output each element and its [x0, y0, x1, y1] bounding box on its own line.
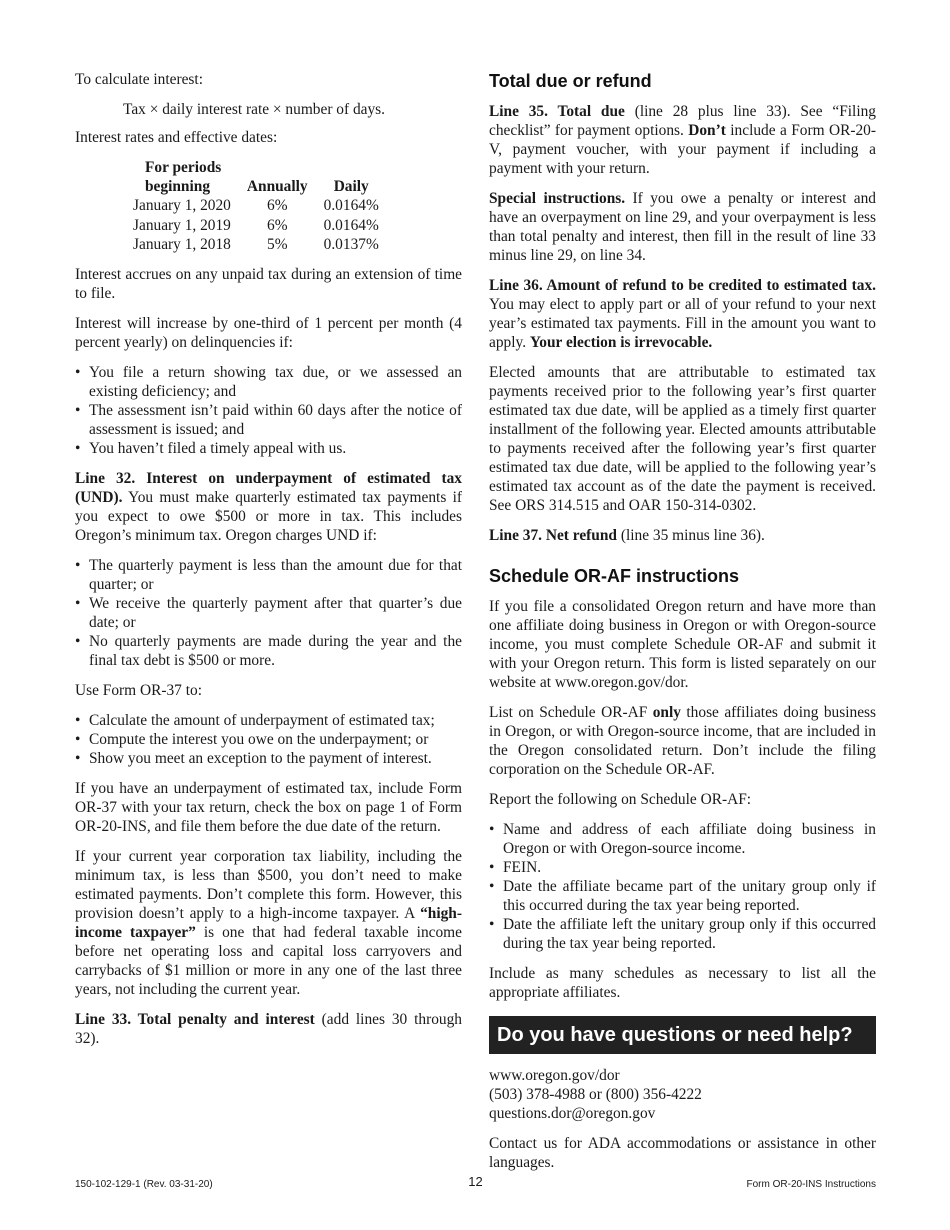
page-footer — [75, 1174, 876, 1190]
line-33-paragraph: Line 33. Total penalty and interest (add lines 30 through 32). — [75, 1010, 463, 1047]
list-item: • Name and address of each affiliate doing business in Oregon or with Oregon-source income. — [489, 820, 876, 858]
line-35-paragraph: Line 35. Total due (line 28 plus line 33). See “Filing checklist” for payment options. Don’t include a Form OR-20-V, payment voucher, with your payment if including a payment with your return. — [489, 103, 876, 177]
daily-header: Daily — [333, 178, 369, 195]
annual-rate-cell: 6% — [267, 197, 288, 214]
schedule-af-include: Include as many schedules as necessary to list all the appropriate affiliates. — [489, 965, 876, 1001]
rates-table-header — [125, 158, 387, 196]
period-cell: January 1, 2019 — [133, 216, 231, 234]
daily-rate-cell: 0.0164% — [323, 197, 379, 214]
left-column — [75, 70, 462, 1059]
rates-intro: Interest rates and effective dates: — [75, 129, 278, 146]
or37-uses-list — [75, 711, 462, 768]
schedule-af-intro: If you file a consolidated Oregon return and have more than one affiliate doing business in Oregon or with Oregon-source income, you must complete Schedule OR-AF and submit it with your Oregon return. This form is listed separately on our website at www.oregon.gov/dor. — [489, 598, 876, 691]
elected-amounts-paragraph: Elected amounts that are attributable to estimated tax payments received prior to the following year’s first quarter estimated tax due date, will be applied as a timely first quarter installment of the following year. Elected amounts attributable to payments received after the following year’s first quarter estimated tax due date, will be applied to the following year’s estimated tax account as of the date the payment is received. See ORS 314.515 and OAR 150-314-0302. — [489, 364, 876, 514]
line-32-heading: Line 32. Interest on underpayment of estimated tax (UND). — [75, 469, 462, 506]
list-item: • We receive the quarterly payment after that quarter’s due date; or — [75, 594, 462, 632]
interest-accrues-paragraph: Interest accrues on any unpaid tax during an extension of time to file. — [75, 265, 462, 302]
line-36-paragraph: Line 36. Amount of refund to be credited to estimated tax. You may elect to apply part or all of your refund to your next year’s estimated tax payments. Fill in the amount you want to apply. Your election is irrevocable. — [489, 277, 876, 351]
form-number: 150-102-129-1 (Rev. 03-31-20) — [75, 1179, 213, 1190]
annual-rate-cell: 6% — [267, 216, 288, 234]
website-link[interactable]: www.oregon.gov/dor — [489, 1067, 620, 1084]
or37-intro: Use Form OR-37 to: — [75, 681, 202, 699]
daily-rate-cell: 0.0164% — [323, 216, 379, 234]
calc-intro: To calculate interest: — [75, 71, 203, 88]
list-item: • Compute the interest you owe on the underpayment; or — [75, 730, 462, 749]
list-item: • You haven’t filed a timely appeal with us. — [75, 439, 462, 458]
contact-info — [489, 1066, 876, 1123]
interest-increase-paragraph: Interest will increase by one-third of 1 percent per month (4 percent yearly) on delinquencies if: — [75, 314, 462, 351]
line-36-heading: Line 36. Amount of refund to be credited to estimated tax. — [489, 277, 876, 294]
schedule-af-heading: Schedule OR-AF instructions — [489, 566, 740, 586]
annually-header: Annually — [246, 178, 308, 195]
irrevocable-note: Your election is irrevocable. — [529, 334, 713, 351]
schedule-af-report: Report the following on Schedule OR-AF: — [489, 791, 752, 808]
period-cell: January 1, 2018 — [133, 236, 231, 253]
page-number: 12 — [468, 1174, 483, 1189]
interest-rates-table — [125, 158, 387, 255]
underpayment-paragraph: If you have an underpayment of estimated tax, include Form OR-37 with your tax return, check the box on page 1 of Form OR-20-INS, and file them before the due date of the return. — [75, 779, 462, 835]
right-column — [489, 70, 876, 1183]
list-item: • Date the affiliate left the unitary group only if this occurred during the tax year being reported. — [489, 915, 876, 953]
list-item: • Date the affiliate became part of the unitary group only if this occurred during the tax year being reported. — [489, 877, 876, 915]
special-instructions-paragraph: Special instructions. If you owe a penalty or interest and have an overpayment on line 29, and your overpayment is less than total penalty and interest, then fill in the result of line 33 minus line 29, on line 34. — [489, 190, 876, 264]
list-item: • Show you meet an exception to the payment of interest. — [75, 749, 462, 768]
line-37-heading: Line 37. Net refund — [489, 527, 617, 544]
list-item: • No quarterly payments are made during the year and the final tax debt is $500 or more. — [75, 632, 462, 670]
help-banner: Do you have questions or need help? — [489, 1016, 876, 1054]
delinquency-list — [75, 363, 462, 458]
list-item: • You file a return showing tax due, or we assessed an existing deficiency; and — [75, 363, 462, 401]
schedule-af-list-paragraph: List on Schedule OR-AF only those affiliates doing business in Oregon, or with Oregon-source income, that are included in the Oregon consolidated return. Don’t include the filing corporation on the Schedule OR-AF. — [489, 704, 876, 778]
period-cell: January 1, 2020 — [133, 197, 231, 214]
line-35-heading: Line 35. Total due — [489, 103, 625, 120]
ada-paragraph: Contact us for ADA accommodations or assistance in other languages. — [489, 1135, 876, 1171]
list-item: • The assessment isn’t paid within 60 days after the notice of assessment is issued; and — [75, 401, 462, 439]
list-item: • FEIN. — [489, 858, 876, 877]
high-income-term: “high-income taxpayer” — [75, 904, 462, 941]
line-33-heading: Line 33. Total penalty and interest — [75, 1010, 315, 1028]
table-row — [125, 235, 387, 255]
special-instructions-heading: Special instructions. — [489, 190, 626, 207]
line-32-paragraph: Line 32. Interest on underpayment of estimated tax (UND). You must make quarterly estimated tax payments if you expect to owe $500 or more in tax. This includes Oregon’s minimum tax. Oregon charges UND if: — [75, 469, 462, 544]
total-due-heading: Total due or refund — [489, 71, 652, 91]
und-conditions-list — [75, 556, 462, 670]
form-name: Form OR-20-INS Instructions — [746, 1179, 876, 1190]
schedule-af-items-list — [489, 820, 876, 953]
table-row — [125, 216, 387, 236]
email-link[interactable]: questions.dor@oregon.gov — [489, 1105, 656, 1122]
daily-rate-cell: 0.0137% — [323, 236, 379, 253]
list-item: • The quarterly payment is less than the amount due for that quarter; or — [75, 556, 462, 594]
table-row — [125, 196, 387, 216]
annual-rate-cell: 5% — [267, 236, 288, 253]
period-header: For periods beginning — [145, 159, 222, 195]
line-37-paragraph: Line 37. Net refund (line 35 minus line 36). — [489, 527, 765, 544]
phone-numbers: (503) 378-4988 or (800) 356-4222 — [489, 1086, 702, 1103]
interest-formula: Tax × daily interest rate × number of days. — [123, 101, 386, 118]
high-income-paragraph: If your current year corporation tax liability, including the minimum tax, is less than $500, you don’t need to make estimated payments. Don’t complete this form. However, this provision doesn’t apply to a high-income taxpayer. A “high-income taxpayer” is one that had federal taxable income before net operating loss and capital loss carryovers and carrybacks of $1 million or more in any one of the last three years, not including the current year. — [75, 847, 462, 998]
list-item: • Calculate the amount of underpayment of estimated tax; — [75, 711, 462, 730]
